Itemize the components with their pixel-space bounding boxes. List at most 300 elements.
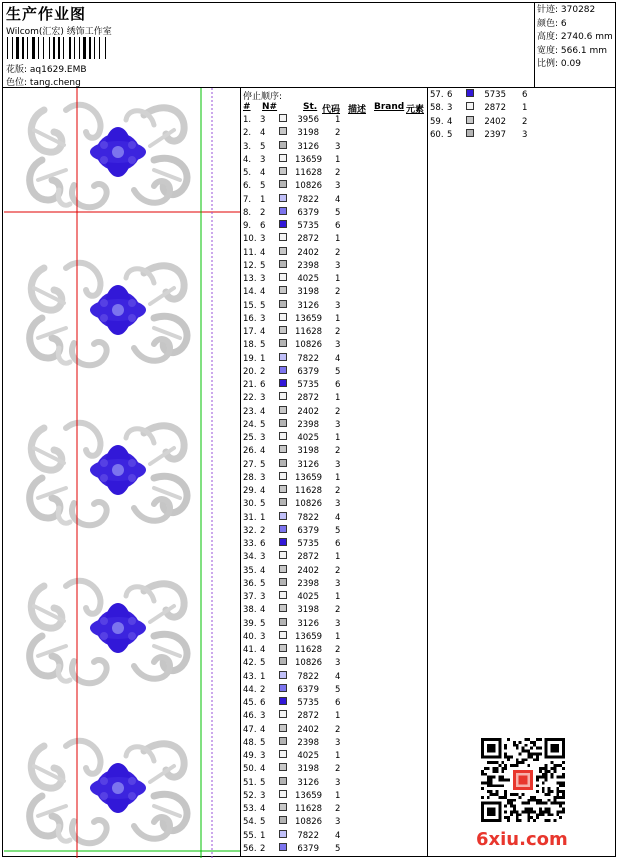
qr-code [481, 738, 565, 822]
thread-color-swatch [279, 233, 287, 241]
stop-row [243, 565, 423, 578]
stop-number: 54. [243, 817, 257, 828]
stop-number: 25. [243, 433, 257, 443]
stop-row [243, 445, 423, 458]
thread-color-swatch [279, 167, 287, 175]
stat-stitches: 针迹: 370282 [537, 5, 596, 15]
thread-color-swatch [279, 392, 287, 400]
stop-number: 53. [243, 804, 257, 814]
needle-number: 3 [260, 592, 266, 602]
needle-number: 6 [260, 698, 266, 708]
stat-height: 高度: 2740.6 mm [537, 32, 613, 42]
stop-row [243, 816, 423, 829]
thread-code: 2 [335, 804, 341, 814]
design-canvas [4, 88, 240, 858]
thread-color-swatch [279, 684, 287, 692]
stitch-count: 11628 [295, 327, 323, 337]
thread-color-swatch [279, 300, 287, 308]
needle-number: 4 [260, 645, 266, 655]
thread-color-swatch [279, 631, 287, 639]
stop-row [243, 512, 423, 525]
thread-code: 5 [335, 366, 341, 377]
thread-color-swatch [279, 127, 287, 135]
thread-color-swatch [279, 671, 287, 679]
stop-row [243, 114, 423, 127]
thread-color-swatch [279, 803, 287, 811]
thread-color-swatch [279, 724, 287, 732]
thread-code: 3 [335, 340, 341, 351]
needle-number: 3 [260, 115, 266, 125]
motif-2 [30, 263, 187, 366]
thread-color-swatch [279, 591, 287, 599]
stop-row [430, 102, 610, 115]
thread-code: 3 [335, 777, 341, 788]
col-header-code: 代码 [322, 105, 341, 115]
needle-number: 5 [260, 737, 266, 748]
stop-row [430, 129, 610, 142]
stop-row [243, 737, 423, 750]
stop-row [243, 392, 423, 405]
thread-color-swatch [279, 498, 287, 506]
color-info [6, 75, 81, 88]
needle-number: 1 [260, 830, 266, 841]
stop-row [243, 233, 423, 246]
stop-row [243, 710, 423, 723]
thread-color-swatch [279, 379, 287, 387]
stop-row [243, 525, 423, 538]
needle-number: 5 [260, 419, 266, 430]
stat-scale: 比例: 0.09 [537, 59, 581, 69]
stop-row [243, 631, 423, 644]
thread-code: 3 [335, 578, 341, 589]
thread-code: 1 [335, 393, 341, 404]
stop-number: 10. [243, 234, 257, 245]
thread-color-swatch [466, 89, 474, 97]
stitch-count: 5735 [297, 539, 319, 549]
stop-number: 5. [243, 168, 252, 178]
thread-color-swatch [279, 750, 287, 758]
stitch-count: 7822 [297, 512, 319, 523]
thread-code: 1 [335, 234, 341, 245]
stitch-count: 5735 [297, 380, 319, 390]
stop-number: 3. [243, 141, 252, 152]
thread-color-swatch [279, 339, 287, 347]
design-info [6, 62, 87, 75]
stop-row [243, 777, 423, 790]
thread-color-swatch [279, 816, 287, 824]
stop-number: 17. [243, 327, 257, 337]
thread-code: 6 [335, 698, 341, 708]
stop-row [243, 127, 423, 140]
stitch-count: 13659 [295, 154, 323, 165]
needle-number: 5 [260, 618, 266, 629]
stitch-count: 7822 [297, 671, 319, 682]
stop-number: 56. [243, 843, 257, 854]
thread-color-swatch [279, 247, 287, 255]
thread-color-swatch [279, 141, 287, 149]
stitch-count: 11628 [295, 486, 323, 496]
motif-1 [30, 105, 187, 208]
stop-number: 30. [243, 499, 257, 510]
stitch-count: 2872 [297, 552, 319, 563]
thread-code: 2 [335, 724, 341, 735]
thread-code: 1 [335, 631, 341, 642]
thread-code: 2 [335, 247, 341, 258]
stitch-count: 2402 [297, 406, 319, 417]
stitch-count: 13659 [295, 472, 323, 483]
needle-number: 4 [260, 724, 266, 735]
stitch-count: 6379 [297, 843, 319, 854]
stop-number: 8. [243, 207, 252, 218]
stop-row [243, 697, 423, 710]
stop-row [243, 604, 423, 617]
stat-colors: 颜色: 6 [537, 18, 567, 29]
thread-code: 4 [335, 353, 341, 364]
thread-color-swatch [279, 830, 287, 838]
thread-color-swatch [279, 406, 287, 414]
stop-row [243, 353, 423, 366]
thread-color-swatch [466, 129, 474, 137]
stop-number: 38. [243, 605, 257, 616]
stop-number: 57. [430, 90, 444, 100]
stitch-count: 3198 [297, 446, 319, 457]
stop-number: 19. [243, 353, 257, 364]
thread-code: 1 [335, 751, 341, 761]
stop-row [243, 618, 423, 631]
thread-color-swatch [279, 445, 287, 453]
stop-number: 31. [243, 512, 257, 523]
thread-color-swatch [279, 459, 287, 467]
needle-number: 6 [260, 221, 266, 231]
needle-number: 4 [260, 327, 266, 337]
thread-code: 3 [335, 459, 341, 470]
needle-number: 2 [260, 207, 266, 218]
thread-color-swatch [279, 644, 287, 652]
stitch-count: 3126 [297, 141, 319, 152]
stitch-count: 2872 [297, 711, 319, 722]
needle-number: 2 [260, 366, 266, 377]
thread-color-swatch [279, 313, 287, 321]
stop-row [243, 207, 423, 220]
stitch-count: 2402 [297, 565, 319, 576]
needle-number: 5 [260, 181, 266, 192]
col-header-hash: # [243, 102, 251, 112]
needle-number: 3 [260, 393, 266, 404]
stop-number: 22. [243, 393, 257, 404]
stop-number: 55. [243, 830, 257, 841]
stitch-count: 3198 [297, 764, 319, 775]
thread-code: 3 [335, 658, 341, 669]
stop-row [243, 432, 423, 445]
stop-number: 41. [243, 645, 257, 655]
thread-code: 3 [522, 129, 528, 140]
col-header-n: N# [262, 102, 278, 112]
color-name: tang.cheng [29, 78, 81, 88]
needle-number: 3 [260, 631, 266, 642]
stop-number: 52. [243, 790, 257, 801]
thread-code: 3 [335, 618, 341, 629]
motif-3 [30, 423, 187, 526]
needle-number: 5 [260, 499, 266, 510]
thread-code: 5 [335, 684, 341, 695]
stop-number: 28. [243, 472, 257, 483]
needle-number: 6 [447, 90, 453, 100]
thread-color-swatch [279, 657, 287, 665]
stitch-count: 3198 [297, 128, 319, 139]
thread-code: 1 [335, 433, 341, 443]
stitch-count: 10826 [295, 817, 323, 828]
thread-code: 3 [335, 181, 341, 192]
thread-color-swatch [279, 194, 287, 202]
thread-code: 6 [335, 221, 341, 231]
needle-number: 2 [260, 843, 266, 854]
thread-code: 1 [522, 103, 528, 114]
thread-color-swatch [279, 154, 287, 162]
stop-row [243, 300, 423, 313]
thread-color-swatch [279, 512, 287, 520]
stop-row [243, 220, 423, 233]
thread-color-swatch [279, 578, 287, 586]
needle-number: 4 [260, 128, 266, 139]
thread-color-swatch [279, 432, 287, 440]
needle-number: 4 [447, 116, 453, 127]
needle-number: 3 [260, 154, 266, 165]
stitch-count: 2402 [297, 247, 319, 258]
thread-color-swatch [279, 737, 287, 745]
stop-number: 51. [243, 777, 257, 788]
stitch-count: 10826 [295, 658, 323, 669]
stitch-count: 11628 [295, 168, 323, 178]
stop-row [243, 286, 423, 299]
stitch-count: 7822 [297, 830, 319, 841]
stop-number: 14. [243, 287, 257, 298]
needle-number: 5 [260, 777, 266, 788]
stop-row [243, 273, 423, 286]
stop-number: 9. [243, 221, 252, 231]
stop-row [243, 141, 423, 154]
stitch-count: 13659 [295, 790, 323, 801]
thread-code: 1 [335, 790, 341, 801]
thread-code: 6 [335, 539, 341, 549]
col-header-element: 元素 [406, 105, 425, 115]
needle-number: 2 [260, 525, 266, 536]
needle-number: 4 [260, 486, 266, 496]
needle-number: 3 [260, 234, 266, 245]
thread-code: 2 [335, 645, 341, 655]
needle-number: 5 [260, 817, 266, 828]
col-header-desc: 描述 [348, 105, 367, 115]
thread-color-swatch [279, 551, 287, 559]
thread-code: 4 [335, 830, 341, 841]
stitch-count: 2872 [297, 393, 319, 404]
stitch-count: 13659 [295, 631, 323, 642]
stop-number: 43. [243, 671, 257, 682]
stop-row [243, 406, 423, 419]
thread-code: 1 [335, 313, 341, 324]
stop-number: 44. [243, 684, 257, 695]
stitch-count: 13659 [295, 313, 323, 324]
stop-row [430, 89, 610, 102]
motif-4 [30, 581, 187, 684]
needle-number: 3 [260, 790, 266, 801]
thread-code: 1 [335, 552, 341, 563]
stop-row [243, 379, 423, 392]
stop-number: 1. [243, 115, 252, 125]
stitch-count: 2398 [297, 260, 319, 271]
needle-number: 5 [260, 300, 266, 311]
thread-code: 2 [335, 605, 341, 616]
thread-code: 2 [522, 116, 528, 127]
stop-number: 29. [243, 486, 257, 496]
stop-number: 39. [243, 618, 257, 629]
stop-row [243, 419, 423, 432]
stop-number: 32. [243, 525, 257, 536]
stop-number: 36. [243, 578, 257, 589]
stitch-count: 2398 [297, 737, 319, 748]
stop-number: 23. [243, 406, 257, 417]
stop-row [243, 830, 423, 843]
needle-number: 4 [260, 446, 266, 457]
stop-row [243, 459, 423, 472]
needle-number: 5 [260, 578, 266, 589]
stitch-count: 3126 [297, 618, 319, 629]
thread-code: 3 [335, 300, 341, 311]
color-label: 色位: [6, 78, 28, 88]
thread-code: 3 [335, 141, 341, 152]
stop-row [243, 843, 423, 856]
stop-number: 47. [243, 724, 257, 735]
stop-row [243, 657, 423, 670]
stop-row [243, 724, 423, 737]
thread-code: 5 [335, 843, 341, 854]
needle-number: 1 [260, 194, 266, 205]
stitch-count: 10826 [295, 499, 323, 510]
thread-code: 3 [335, 737, 341, 748]
thread-color-swatch [279, 565, 287, 573]
stop-row [243, 167, 423, 180]
stitch-count: 4025 [297, 274, 319, 284]
thread-color-swatch [279, 790, 287, 798]
stitch-count: 6379 [297, 366, 319, 377]
stop-number: 42. [243, 658, 257, 669]
needle-number: 5 [260, 260, 266, 271]
stop-number: 50. [243, 764, 257, 775]
thread-code: 3 [335, 817, 341, 828]
stitch-count: 2398 [297, 419, 319, 430]
stitch-count: 3126 [297, 777, 319, 788]
thread-code: 4 [335, 194, 341, 205]
needle-number: 5 [260, 658, 266, 669]
needle-number: 4 [260, 168, 266, 178]
thread-code: 5 [335, 207, 341, 218]
stop-row [243, 684, 423, 697]
needle-number: 4 [260, 764, 266, 775]
thread-color-swatch [466, 116, 474, 124]
needle-number: 4 [260, 287, 266, 298]
thread-code: 6 [335, 380, 341, 390]
stitch-count: 11628 [295, 804, 323, 814]
stop-number: 33. [243, 539, 257, 549]
stitch-count: 3198 [297, 287, 319, 298]
needle-number: 5 [447, 129, 453, 140]
thread-code: 2 [335, 128, 341, 139]
thread-color-swatch [279, 419, 287, 427]
company-name: Wilcom(汇宏) 绣饰工作室 [6, 27, 112, 37]
stop-number: 48. [243, 737, 257, 748]
stop-number: 58. [430, 103, 444, 114]
thread-color-swatch [279, 220, 287, 228]
stop-row [243, 644, 423, 657]
stop-number: 59. [430, 116, 444, 127]
needle-number: 1 [260, 353, 266, 364]
col-header-brand: Brand [374, 102, 405, 112]
stop-row [243, 180, 423, 193]
stitch-count: 3126 [297, 459, 319, 470]
stop-number: 35. [243, 565, 257, 576]
stop-number: 49. [243, 751, 257, 761]
needle-number: 5 [260, 340, 266, 351]
stop-number: 4. [243, 154, 252, 165]
stop-table-heading: 停止顺序: [243, 92, 283, 102]
stop-number: 16. [243, 313, 257, 324]
needle-number: 4 [260, 406, 266, 417]
stop-number: 6. [243, 181, 252, 192]
thread-color-swatch [279, 326, 287, 334]
stat-width: 宽度: 566.1 mm [537, 45, 608, 56]
needle-number: 3 [260, 552, 266, 563]
stop-number: 12. [243, 260, 257, 271]
stitch-count: 5735 [297, 221, 319, 231]
thread-code: 6 [522, 90, 528, 100]
thread-color-swatch [279, 353, 287, 361]
stitch-count: 3198 [297, 605, 319, 616]
stitch-count: 2402 [297, 724, 319, 735]
stop-row [243, 750, 423, 763]
watermark: 6xiu.com [476, 829, 568, 850]
stop-row [243, 578, 423, 591]
stop-number: 21. [243, 380, 257, 390]
stats-divider [534, 2, 535, 88]
design-table-divider [240, 87, 241, 857]
thread-code: 2 [335, 486, 341, 496]
barcode [7, 37, 119, 59]
thread-color-swatch [279, 843, 287, 851]
stop-number: 24. [243, 419, 257, 430]
stop-number: 13. [243, 274, 257, 284]
thread-color-swatch [279, 777, 287, 785]
thread-color-swatch [279, 273, 287, 281]
thread-code: 2 [335, 764, 341, 775]
thread-color-swatch [466, 102, 474, 110]
thread-color-swatch [279, 618, 287, 626]
stop-row [243, 339, 423, 352]
needle-number: 3 [447, 103, 453, 114]
stitch-count: 4025 [297, 751, 319, 761]
needle-number: 6 [260, 539, 266, 549]
thread-code: 2 [335, 287, 341, 298]
stop-row [243, 485, 423, 498]
thread-code: 3 [335, 419, 341, 430]
stop-row [243, 260, 423, 273]
thread-code: 2 [335, 406, 341, 417]
needle-number: 4 [260, 247, 266, 258]
stop-number: 34. [243, 552, 257, 563]
stop-number: 15. [243, 300, 257, 311]
page-title: 生产作业图 [6, 5, 87, 23]
stop-row [243, 326, 423, 339]
stop-row [243, 498, 423, 511]
stop-row [243, 366, 423, 379]
